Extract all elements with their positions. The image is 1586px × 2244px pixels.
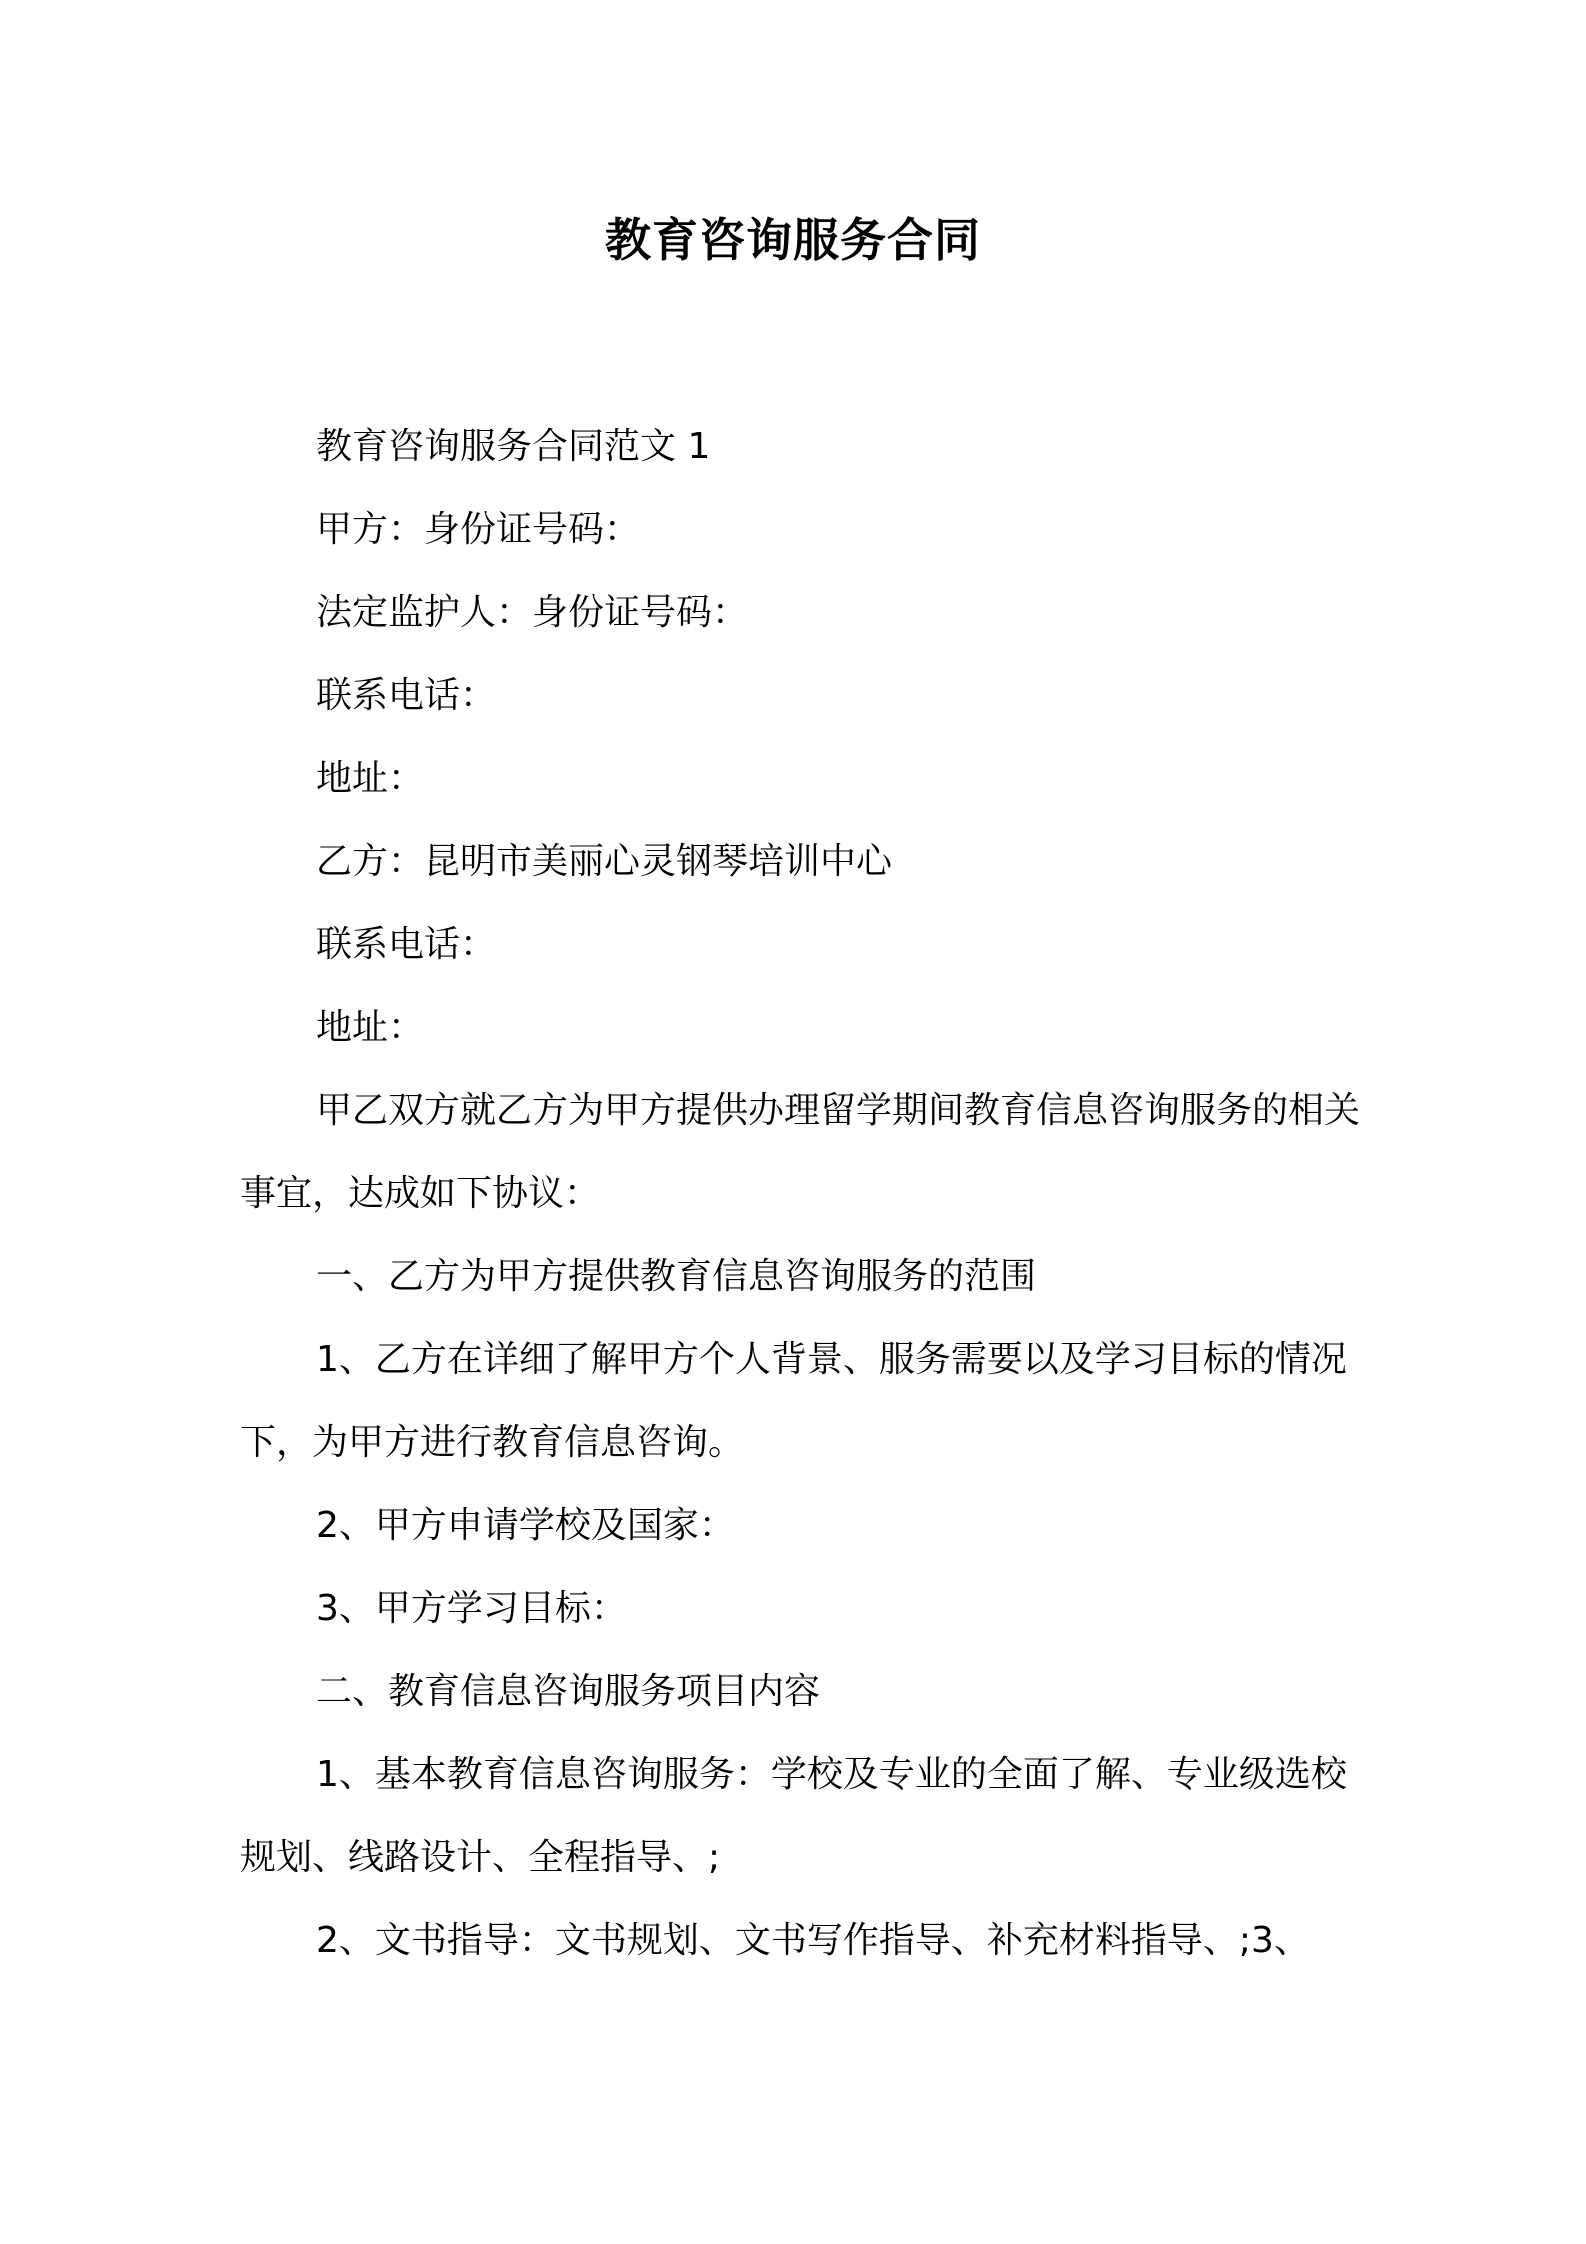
paragraph-section-2-item-1: 1、基本教育信息咨询服务：学校及专业的全面了解、专业级选校规划、线路设计、全程指导、;: [240, 1754, 1347, 1878]
paragraph-party-b: 乙方：昆明市美丽心灵钢琴培训中心: [316, 841, 893, 882]
document-body: [240, 405, 1360, 1982]
paragraph-section-1-item-2: 2、甲方申请学校及国家：: [316, 1505, 735, 1546]
paragraph-section-2-heading: 二、教育信息咨询服务项目内容: [316, 1671, 821, 1712]
paragraph-section-1-item-1: 1、乙方在详细了解甲方个人背景、服务需要以及学习目标的情况下，为甲方进行教育信息咨询。: [240, 1339, 1347, 1463]
paragraph-guardian: 法定监护人：身份证号码：: [316, 592, 749, 633]
paragraph-heading-sample: 教育咨询服务合同范文 1: [316, 426, 711, 467]
paragraph-address-a: 地址：: [316, 758, 425, 799]
paragraph-agreement-intro: 甲乙双方就乙方为甲方提供办理留学期间教育信息咨询服务的相关事宜，达成如下协议：: [240, 1090, 1361, 1214]
paragraph-section-1-heading: 一、乙方为甲方提供教育信息咨询服务的范围: [316, 1256, 1037, 1297]
paragraph-phone-b: 联系电话：: [316, 924, 497, 965]
paragraph-section-2-item-2: 2、文书指导：文书规划、文书写作指导、补充材料指导、;3、: [316, 1920, 1310, 1961]
paragraph-address-b: 地址：: [316, 1007, 425, 1048]
paragraph-phone-a: 联系电话：: [316, 675, 497, 716]
paragraph-party-a: 甲方：身份证号码：: [316, 509, 641, 550]
paragraph-section-1-item-3: 3、甲方学习目标：: [316, 1588, 627, 1629]
document-title: 教育咨询服务合同: [605, 213, 981, 267]
